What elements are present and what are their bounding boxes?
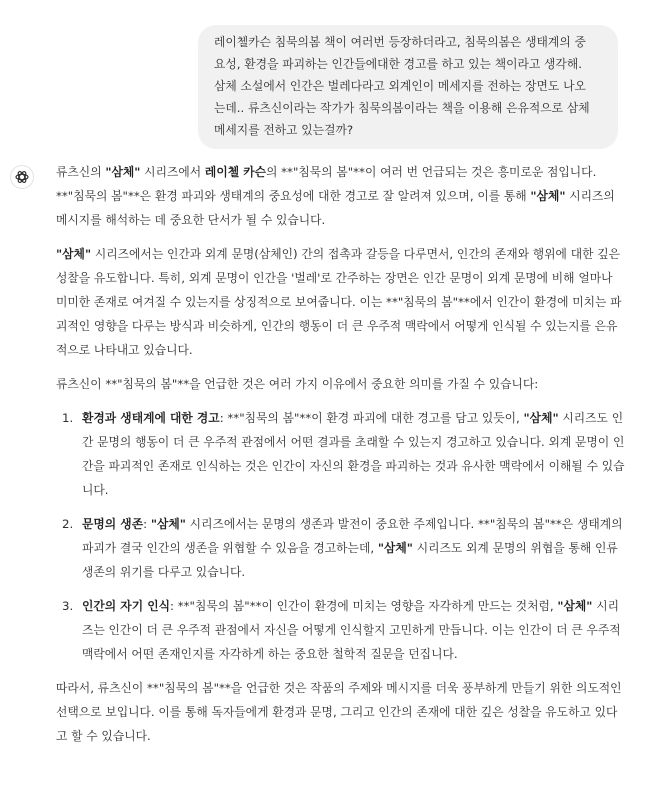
response-paragraph-2: "삼체" 시리즈에서는 인간과 외계 문명(삼체인) 간의 접촉과 갈등을 다루면서, 인간의 존재와 행위에 대한 깊은 성찰을 유도합니다. 특히, 외계 문명이 인간을 '벌레'로 간주하는 장면은 인간 문명이 외계 문명에 비해 얼마나 미미한 존재로 여겨질 수 있는지를 상징적으로 보여줍니다. 이는 **"침묵의 봄"**에서 인간이 환경에 미치는 파괴적인 영향을 다루는 방식과 비슷하게, 인간의 행동이 더 큰 우주적 맥락에서 어떻게 인식될 수 있는지를 은유적으로 나타내고 있습니다. [56,247,622,357]
list-number: 1. [62,411,74,425]
response-paragraph-4: 따라서, 류츠신이 **"침묵의 봄"**을 언급한 것은 작품의 주제와 메시지를 더욱 풍부하게 만들기 위한 의도적인 선택으로 보입니다. 이를 통해 독자들에게 환경과 문명, 그리고 인간의 존재에 대한 깊은 성찰을 유도하고 있다고 할 수 있습니다. [56,681,622,743]
list-item: 3. 인간의 자기 인식: **"침묵의 봄"**이 인간이 환경에 미치는 영향을 자각하게 만드는 것처럼, "삼체" 시리즈는 인간이 더 큰 우주적 관점에서 자신을 어떻게 인식할지 고민하게 만듭니다. 이는 인간이 더 큰 우주적 맥락에서 어떤 존재인지를 자각하게 하는 중요한 철학적 질문을 던집니다. [56,594,626,666]
samche-bold: "삼체" [105,165,141,179]
list-number: 2. [62,517,74,531]
samche-bold: "삼체" [377,541,413,555]
list-item-title: 문명의 생존 [82,517,144,531]
assistant-response [56,160,626,758]
user-message-bubble [198,25,618,149]
list-number: 3. [62,599,74,613]
samche-bold: "삼체" [530,189,566,203]
samche-bold: "삼체" [150,517,186,531]
openai-logo-icon [14,169,30,185]
samche-bold: "삼체" [56,247,92,261]
samche-bold: "삼체" [557,599,593,613]
samche-bold: "삼체" [523,411,559,425]
list-item: 1. 환경과 생태계에 대한 경고: **"침묵의 봄"**이 환경 파괴에 대한 경고를 담고 있듯이, "삼체" 시리즈도 인간 문명의 행동이 더 큰 우주적 관점에서 어떤 결과를 초래할 수 있는지 경고하고 있습니다. 외계 문명이 인간을 파괴적인 존재로 인식하는 것은 인간이 자신의 환경을 파괴하는 것과 유사한 맥락에서 이해될 수 있습니다. [56,406,626,502]
list-item: 2. 문명의 생존: "삼체" 시리즈에서는 문명의 생존과 발전이 중요한 주제입니다. **"침묵의 봄"**은 생태계의 파괴가 결국 인간의 생존을 위협할 수 있음을 경고하는데, "삼체" 시리즈도 외계 문명의 위협을 통해 인류 생존의 위기를 다루고 있습니다. [56,512,626,584]
response-paragraph-1: 류츠신의 "삼체" 시리즈에서 레이첼 카슨의 **"침묵의 봄"**이 여러 번 언급되는 것은 흥미로운 점입니다. **"침묵의 봄"**은 환경 파괴와 생태계의 중요성에 대한 경고로 잘 알려져 있으며, 이를 통해 "삼체" 시리즈의 메시지를 해석하는 데 중요한 단서가 될 수 있습니다. [56,165,615,227]
list-item-title: 환경과 생태계에 대한 경고 [82,411,220,425]
assistant-avatar [10,165,34,189]
user-message-text: 레이첼카슨 침묵의봄 책이 여러번 등장하더라고, 침묵의봄은 생태계의 중요성, 환경을 파괴하는 인간들에대한 경고를 하고 있는 책이라고 생각해. 삼체 소설에서 인간은 벌레다라고 외계인이 메세지를 전하는 장면도 나오는데.. 류츠신이라는 작가가 침묵의봄이라는 책을 이용해 은유적으로 삼체 메세지를 전하고 있는걸까? [214,35,590,137]
list-item-title: 인간의 자기 인식 [82,599,170,613]
rachel-carson-bold: 레이첼 카슨 [204,165,267,179]
response-paragraph-3: 류츠신이 **"침묵의 봄"**을 언급한 것은 여러 가지 이유에서 중요한 의미를 가질 수 있습니다: [56,377,539,391]
reasons-list [56,406,626,666]
